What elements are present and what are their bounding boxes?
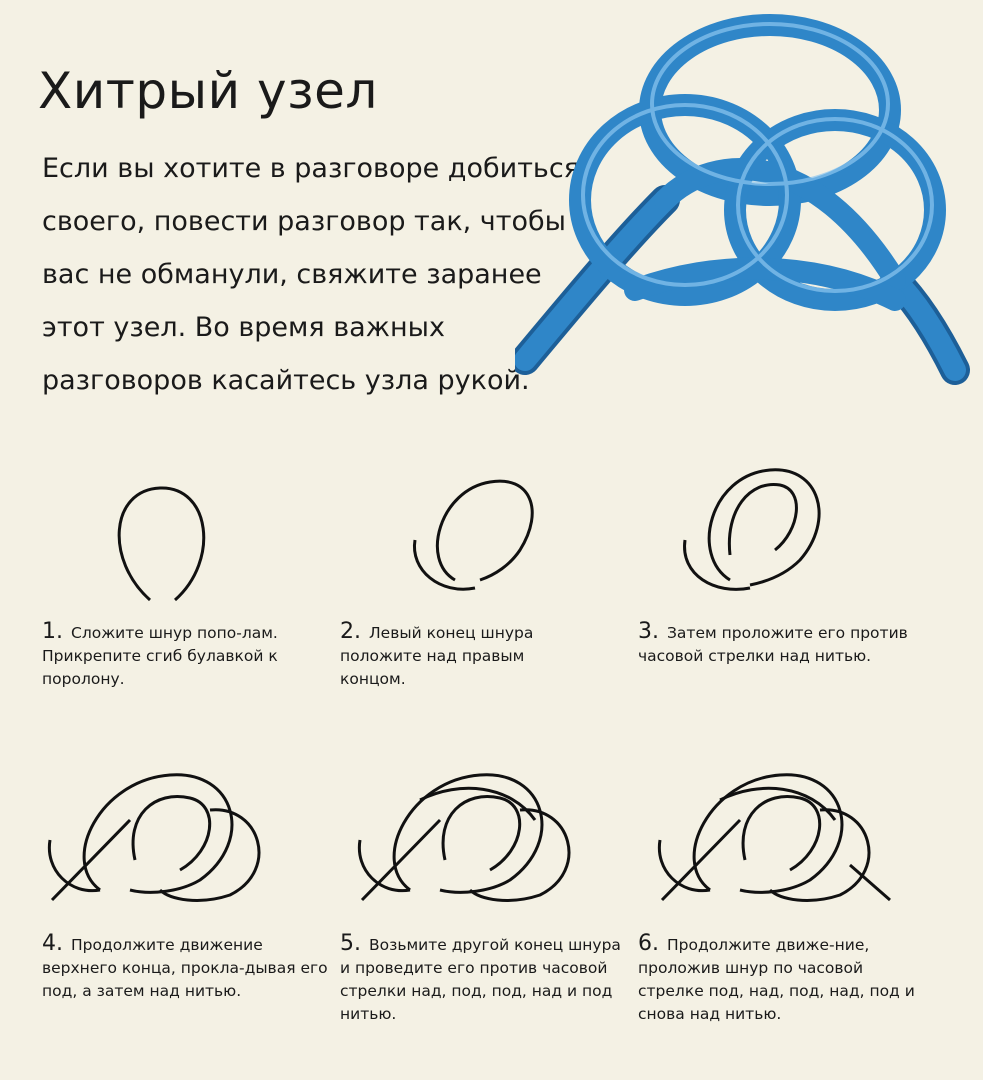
step-3-caption	[638, 620, 928, 668]
step-2-caption	[340, 620, 590, 691]
step-4-number: 4.	[42, 931, 63, 956]
step-5-diagram	[350, 760, 600, 910]
step-6-number: 6.	[638, 931, 659, 956]
step-5-number: 5.	[340, 931, 361, 956]
step-1-caption	[42, 620, 312, 691]
step-6-diagram	[650, 760, 900, 910]
step-6-text: Продолжите движе-ние, проложив шнур по часовой стрелке под, над, под, над, под и снова над нитью.	[638, 936, 915, 1023]
step-3-diagram	[670, 460, 840, 600]
step-1-number: 1.	[42, 619, 63, 644]
step-6-caption	[638, 932, 928, 1026]
step-5-text: Возьмите другой конец шнура и проведите его против часовой стрелки над, под, под, над и под нитью.	[340, 936, 621, 1023]
step-2-number: 2.	[340, 619, 361, 644]
step-1-diagram	[95, 480, 235, 610]
rope-knot-illustration	[515, 0, 983, 390]
step-2-text: Левый конец шнура положите над правым концом.	[340, 624, 534, 688]
step-4-text: Продолжите движение верхнего конца, прокла-дывая его под, а затем над нитью.	[42, 936, 328, 1000]
step-1-text: Сложите шнур попо-лам. Прикрепите сгиб булавкой к поролону.	[42, 624, 278, 688]
intro-text: Если вы хотите в разговоре добиться своего, повести разговор так, чтобы вас не обманули, свяжите заранее этот узел. Во время важных разговоров касайтесь узла рукой.	[42, 153, 580, 396]
page-title: Хитрый узел	[38, 62, 378, 120]
step-3-text: Затем проложите его против часовой стрелки над нитью.	[638, 624, 908, 665]
step-3-number: 3.	[638, 619, 659, 644]
step-4-diagram	[40, 760, 290, 910]
step-2-diagram	[400, 470, 560, 600]
step-5-caption	[340, 932, 630, 1026]
step-4-caption	[42, 932, 332, 1003]
